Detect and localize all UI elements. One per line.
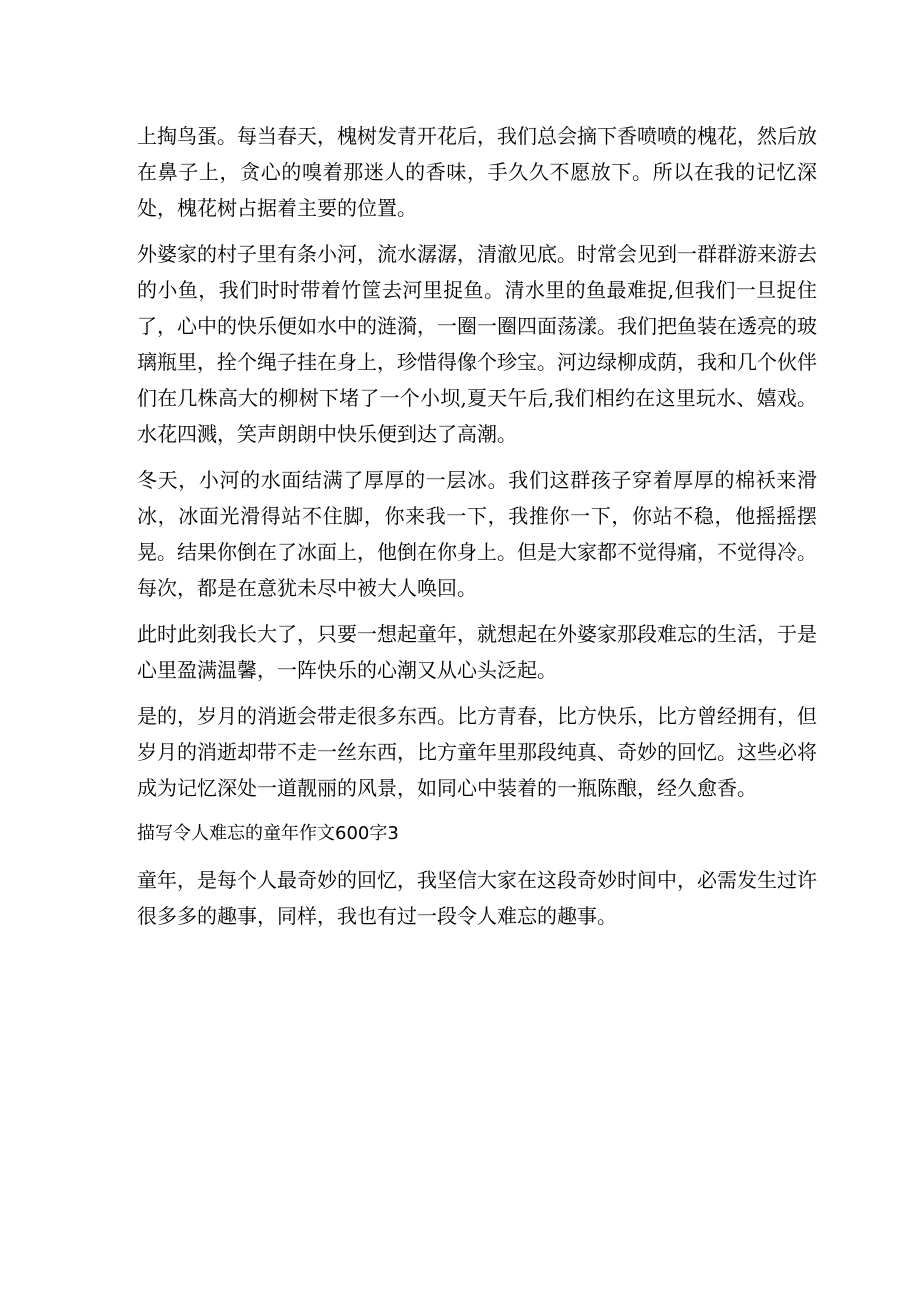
paragraph-4: 此时此刻我长大了，只要一想起童年，就想起在外婆家那段难忘的生活，于是心里盈满温馨，一阵快乐的心潮又从心头泛起。 [137,622,817,682]
document-body [137,118,817,944]
paragraph-2: 外婆家的村子里有条小河，流水潺潺，清澈见底。时常会见到一群群游来游去的小鱼，我们时时带着竹筐去河里捉鱼。清水里的鱼最难捉,但我们一旦捉住了，心中的快乐便如水中的涟漪，一圈一圈四面荡漾。我们把鱼装在透亮的玻璃瓶里，拴个绳子挂在身上，珍惜得像个珍宝。河边绿柳成荫，我和几个伙伴们在几株高大的柳树下堵了一个小坝,夏天午后,我们相约在这里玩水、嬉戏。水花四溅，笑声朗朗中快乐便到达了高潮。 [137,242,817,446]
section-heading: 描写令人难忘的童年作文600字3 [137,823,399,844]
paragraph-6: 童年，是每个人最奇妙的回忆，我坚信大家在这段奇妙时间中，必需发生过许很多多的趣事，同样，我也有过一段令人难忘的趣事。 [137,868,817,928]
paragraph-3: 冬天，小河的水面结满了厚厚的一层冰。我们这群孩子穿着厚厚的棉袄来滑冰，冰面光滑得站不住脚，你来我一下，我推你一下，你站不稳，他摇摇摆晃。结果你倒在了冰面上，他倒在你身上。但是大家都不觉得痛，不觉得冷。每次，都是在意犹未尽中被大人唤回。 [137,468,817,600]
paragraph-1: 上掏鸟蛋。每当春天，槐树发青开花后，我们总会摘下香喷喷的槐花，然后放在鼻子上，贪心的嗅着那迷人的香味，手久久不愿放下。所以在我的记忆深处，槐花树占据着主要的位置。 [137,124,817,220]
paragraph-5: 是的，岁月的消逝会带走很多东西。比方青春，比方快乐，比方曾经拥有，但岁月的消逝却带不走一丝东西，比方童年里那段纯真、奇妙的回忆。这些必将成为记忆深处一道靓丽的风景，如同心中装着的一瓶陈酿，经久愈香。 [137,704,817,800]
